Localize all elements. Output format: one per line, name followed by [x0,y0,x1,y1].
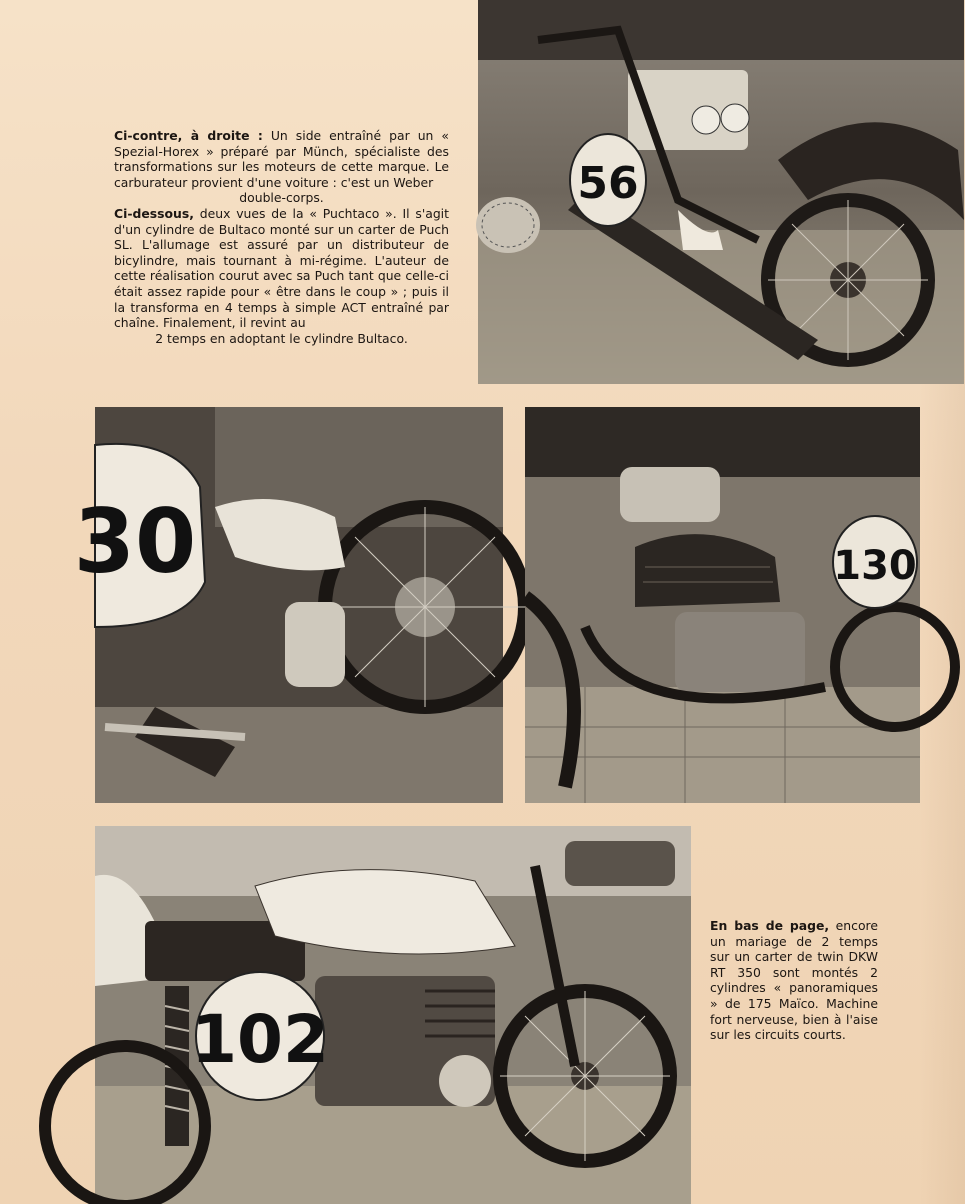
photo-dkw-illustration [95,826,691,1204]
puchtaco-left-number: 30 [73,490,197,593]
caption-top-end-1: double-corps. [239,190,324,206]
photo-spezial-horex-side [478,0,964,384]
caption-bottom-lead: En bas de page, [710,918,830,933]
photo-side-illustration [478,0,964,384]
dkw-number: 102 [191,1001,329,1078]
caption-top-text-1: Un side entraîné par un « Spezial-Horex » préparé par Münch, spécialiste des transformations sur les moteurs de cette marque. Le carburateur provient d'une voiture : c'est un Weber [114,128,449,190]
caption-bottom [710,918,878,1043]
caption-bottom-paragraph [710,918,878,1043]
puchtaco-right-number-plate [833,516,917,608]
photo-puchtaco-right-illustration [525,407,920,803]
side-number-plate [570,134,646,226]
photo-puchtaco-left-illustration [73,407,503,803]
caption-bottom-text: encore un mariage de 2 temps sur un carter de twin DKW RT 350 sont montés 2 cylindres « panoramiques » de 175 Maïco. Machine fort nerveuse, bien à l'aise sur les circuits courts. [710,918,878,1043]
caption-top-paragraph-2 [114,206,449,331]
caption-top-lead-2: Ci-dessous, [114,205,194,221]
caption-top-paragraph-1 [114,128,449,190]
puchtaco-left-number-plate [74,444,205,627]
photo-puchtaco-left [73,407,503,803]
caption-top [114,128,449,346]
photo-dkw-maico [95,826,691,1204]
side-number: 56 [577,158,639,209]
photo-puchtaco-right [525,407,920,803]
caption-top-end-2: 2 temps en adoptant le cylindre Bultaco. [155,330,408,346]
puchtaco-right-number: 130 [833,543,917,589]
caption-top-lead-1: Ci-contre, à droite : [114,128,263,143]
caption-top-text-2: deux vues de la « Puchtaco ». Il s'agit d'un cylindre de Bultaco monté sur un carter de Puch SL. L'allumage est assuré par un distributeur de bicylindre, mais tournant à mi-régime. L'auteur de cette réalisation courut avec sa Puch tant que celle-ci était assez rapide pour « être dans le coup » ; puis il la transforma en 4 temps à simple ACT entraîné par chaîne. Finalement, il revint au [114,205,449,331]
